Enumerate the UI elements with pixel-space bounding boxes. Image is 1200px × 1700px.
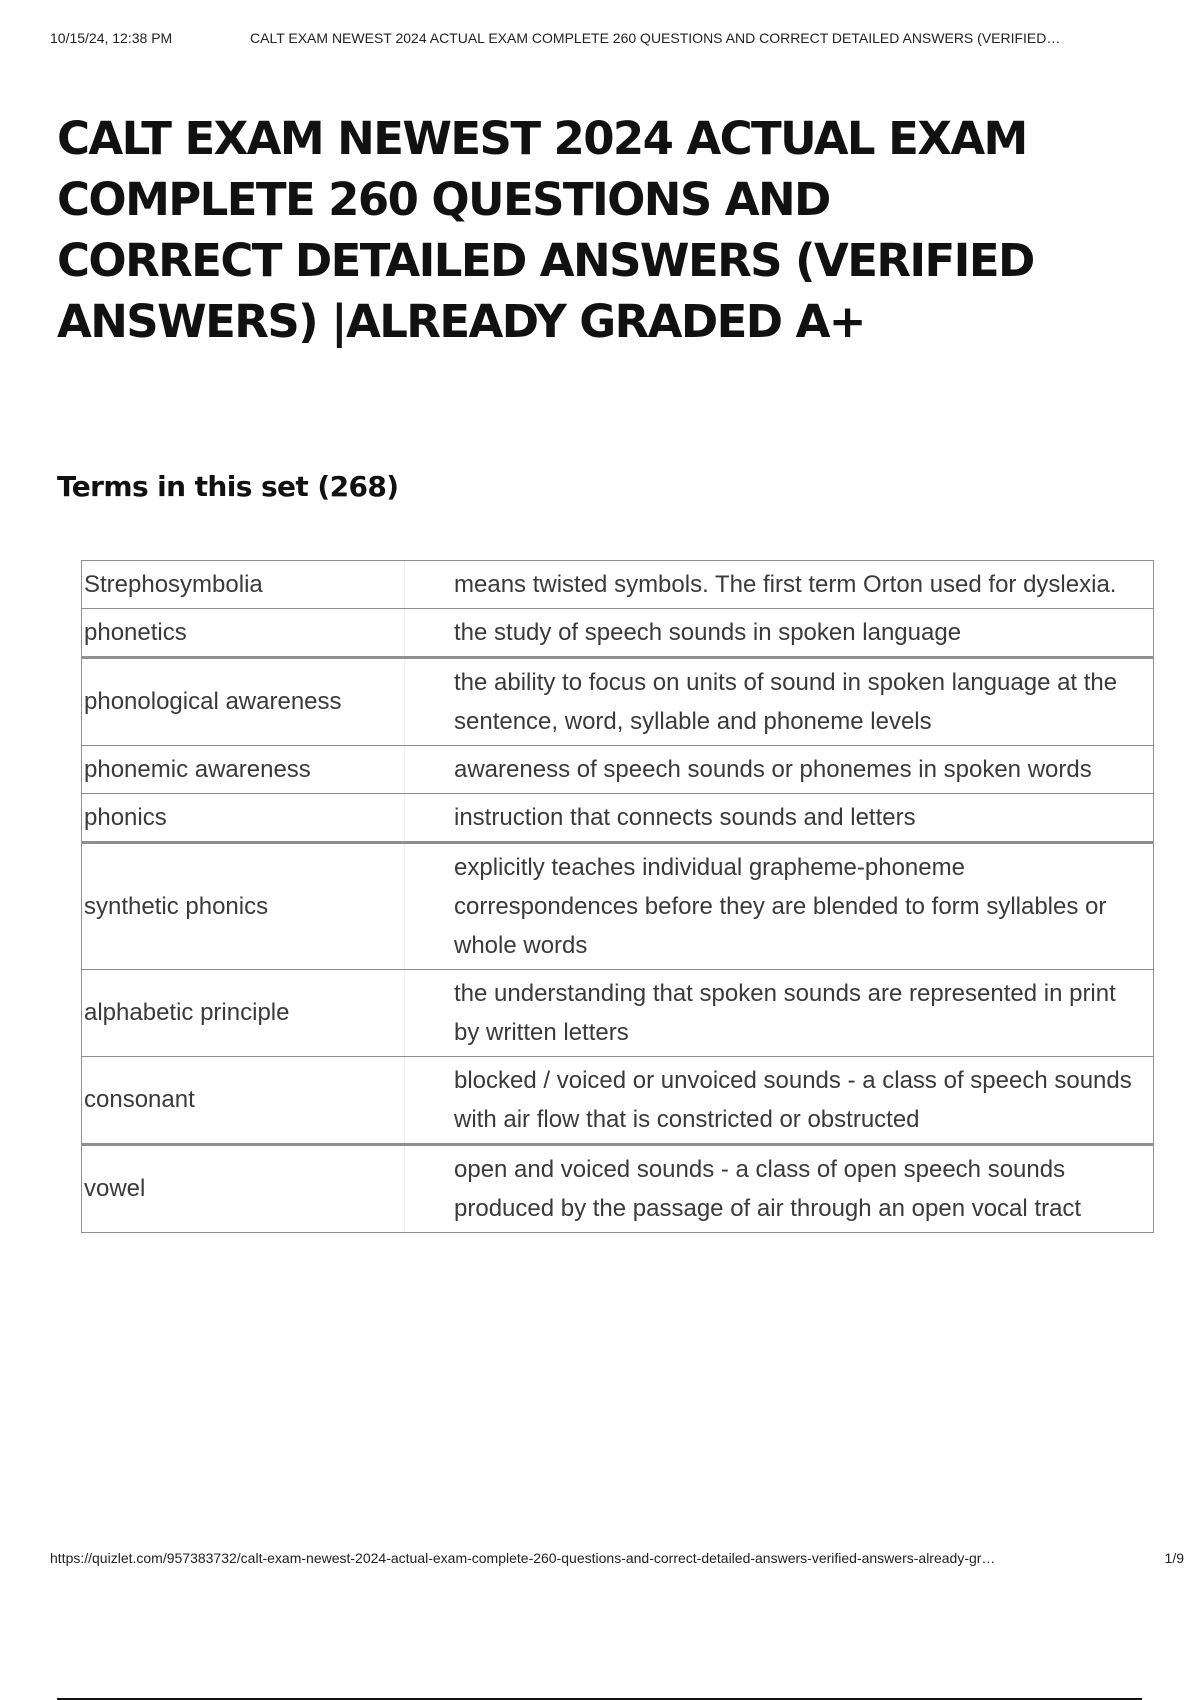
term-row xyxy=(82,561,1153,609)
term-cell: alphabetic principle xyxy=(82,970,405,1056)
terms-heading: Terms in this set (268) xyxy=(57,470,399,503)
definition-cell: explicitly teaches individual grapheme-phoneme correspondences before they are blended to form syllables or whole words xyxy=(454,854,1107,959)
definition-cell: awareness of speech sounds or phonemes in spoken words xyxy=(454,756,1092,783)
term-row xyxy=(82,609,1153,659)
print-doc-title: CALT EXAM NEWEST 2024 ACTUAL EXAM COMPLETE 260 QUESTIONS AND CORRECT DETAILED ANSWERS (VERIFIED… xyxy=(250,30,1061,46)
definition-cell: means twisted symbols. The first term Orton used for dyslexia. xyxy=(454,571,1117,598)
page-title: CALT EXAM NEWEST 2024 ACTUAL EXAM COMPLETE 260 QUESTIONS AND CORRECT DETAILED ANSWERS (VERIFIED ANSWERS) |ALREADY GRADED A+ xyxy=(57,112,1034,348)
page-url: https://quizlet.com/957383732/calt-exam-newest-2024-actual-exam-complete-260-questions-and-correct-detailed-answers-verified-answers-already-gr… xyxy=(50,1550,996,1566)
definition-cell: the understanding that spoken sounds are represented in print by written letters xyxy=(454,980,1116,1046)
definition-cell: open and voiced sounds - a class of open speech sounds produced by the passage of air through an open vocal tract xyxy=(454,1156,1082,1222)
term-cell: Strephosymbolia xyxy=(82,561,405,608)
term-cell: phonics xyxy=(82,794,405,841)
term-cell: consonant xyxy=(82,1057,405,1143)
definition-cell: the study of speech sounds in spoken language xyxy=(454,619,962,646)
print-header xyxy=(50,30,1184,50)
term-row xyxy=(82,1057,1153,1146)
term-row xyxy=(82,844,1153,970)
print-date: 10/15/24, 12:38 PM xyxy=(50,30,173,46)
page-number: 1/9 xyxy=(1164,1550,1184,1566)
term-cell: phonetics xyxy=(82,609,405,656)
term-cell: phonemic awareness xyxy=(82,746,405,793)
term-row xyxy=(82,970,1153,1057)
term-cell: phonological awareness xyxy=(82,659,405,745)
definition-cell: the ability to focus on units of sound in spoken language at the sentence, word, syllable and phoneme levels xyxy=(454,669,1118,735)
term-row xyxy=(82,1146,1153,1232)
terms-table xyxy=(81,560,1154,1233)
term-row xyxy=(82,659,1153,746)
term-row xyxy=(82,746,1153,794)
term-cell: synthetic phonics xyxy=(82,844,405,969)
definition-cell: instruction that connects sounds and letters xyxy=(454,804,916,831)
term-row xyxy=(82,794,1153,844)
term-cell: vowel xyxy=(82,1146,405,1232)
definition-cell: blocked / voiced or unvoiced sounds - a class of speech sounds with air flow that is constricted or obstructed xyxy=(454,1067,1132,1133)
